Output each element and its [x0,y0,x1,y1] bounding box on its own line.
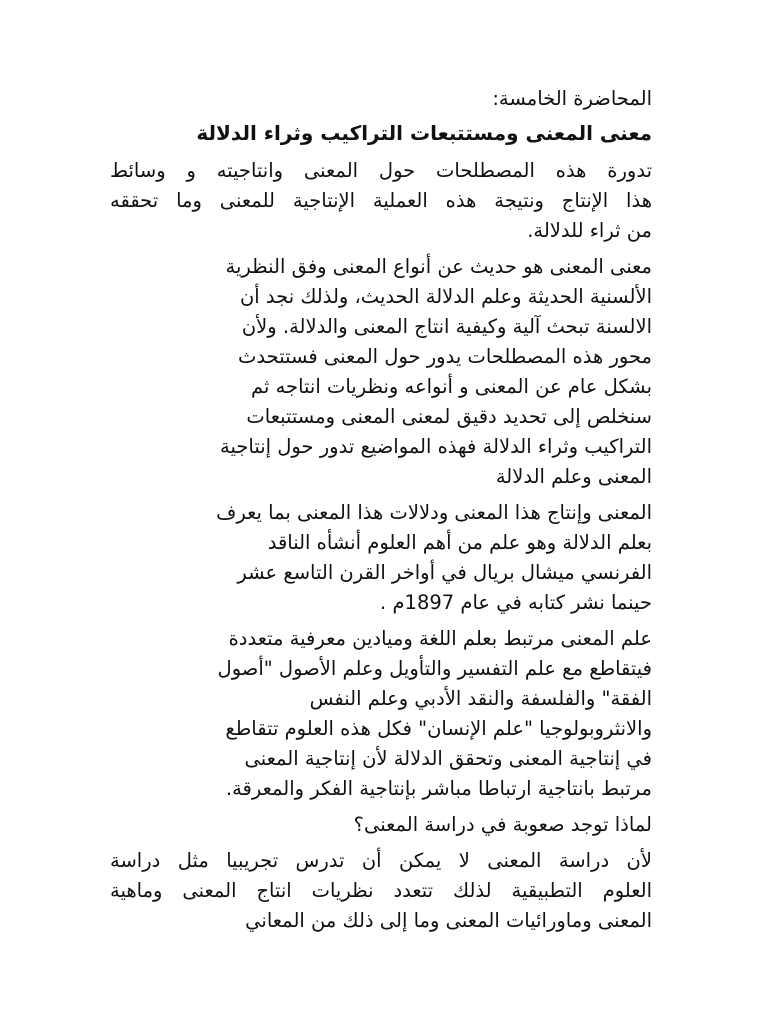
paragraph-line: معنى المعنى هو حديث عن أنواع المعنى وفق النظرية [225,255,652,278]
paragraph-line: حينما نشر كتابه في عام 1897م . [380,591,652,614]
paragraph-2 [110,252,652,492]
question-heading [110,810,652,840]
paragraph-line: الالسنة تبحث آلية وكيفية انتاج المعنى والدلالة. ولأن [241,315,652,338]
paragraph-line: مرتبط بانتاجية ارتباطا مباشر بإنتاجية الفكر والمعرقة. [225,777,652,800]
paragraph-line: لأن دراسة المعنى لا يمكن أن تدرس تجريبيا مثل دراسة [110,849,652,872]
question-line: لماذا توجد صعوبة في دراسة المعنى؟ [353,813,652,836]
paragraph-line: فيتقاطع مع علم التفسير والتأويل وعلم الأصول "أصول [217,657,652,680]
paragraph-line: العلوم التطبيقية لذلك تتعدد نظريات انتاج المعنى وماهية [110,879,652,902]
paragraph-4 [110,624,652,804]
paragraph-line: من ثراء للدلالة. [527,219,652,242]
paragraph-line: التراكيب وثراء الدلالة فهذه المواضيع تدور حول إنتاجية [220,435,652,458]
paragraph-1 [110,156,652,246]
paragraph-line: والانثروبولوجيا "علم الإنسان" فكل هذه العلوم تتقاطع [225,717,652,740]
document-title: معنى المعنى ومستتبعات التراكيب وثراء الدلالة [196,121,652,145]
paragraph-line: الفرنسي ميشال بريال في أواخر القرن التاسع عشر [237,561,652,584]
paragraph-line: سنخلص إلى تحديد دقيق لمعنى المعنى ومستتبعات [246,405,652,428]
paragraph-line: علم المعنى مرتبط بعلم اللغة وميادين معرفية متعددة [228,627,652,650]
paragraph-6 [110,846,652,936]
paragraph-3 [110,498,652,618]
paragraph-line: المعنى وعلم الدلالة [495,465,652,488]
lecture-label: المحاضرة الخامسة: [492,87,652,110]
paragraph-line: بعلم الدلالة وهو علم من أهم العلوم أنشأه الناقد [267,531,652,554]
paragraph-line: الفقة" والفلسفة والنقد الأدبي وعلم النفس [309,687,652,710]
paragraph-line: محور هذه المصطلحات يدور حول المعنى فستتحدث [238,345,652,368]
paragraph-line: بشكل عام عن المعنى و أنواعه ونظريات انتاجه ثم [250,375,652,398]
paragraph-line: المعنى وماورائيات المعنى وما إلى ذلك من المعاني [245,909,652,932]
paragraph-line: تدورة هذه المصطلحات حول المعنى وانتاجيته و وسائط [110,159,652,182]
paragraph-line: في إنتاجية المعنى وتحقق الدلالة لأن إنتاجية المعنى [244,747,652,770]
document-page [110,84,652,942]
paragraph-line: المعنى وإنتاج هذا المعنى ودلالات هذا المعنى بما يعرف [216,501,652,524]
paragraph-line: هذا الإنتاج ونتيجة هذه العملية الإنتاجية للمعنى وما تحققه [110,189,652,212]
paragraph-line: الألسنية الحديثة وعلم الدلالة الحديث، ولذلك نجد أن [239,285,652,308]
